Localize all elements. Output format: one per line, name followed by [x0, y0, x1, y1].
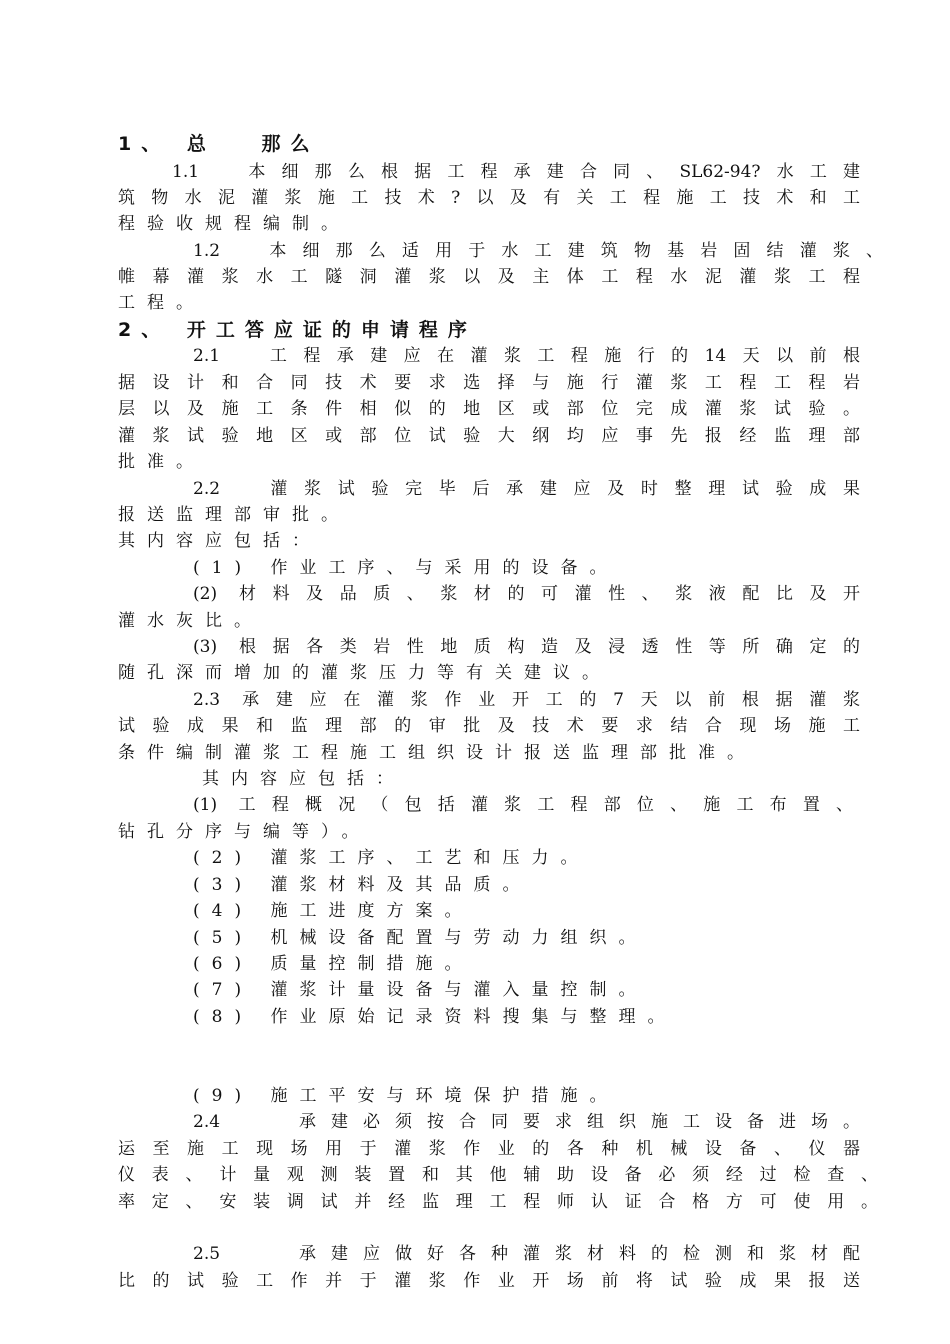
list-item: (2) 材料及品质、浆材的可灌性、浆液配比及开 [193, 584, 860, 604]
list-item: (9) 施工平安与环境保护措施。 [193, 1086, 619, 1106]
paragraph-line: 2.1 工程承建应在灌浆工程施行的14天以前根 [193, 346, 860, 366]
list-item: (3) 根据各类岩性地质构造及浸透性等所确定的 [193, 637, 860, 657]
paragraph-line: 批准。 [118, 452, 205, 472]
list-item: (2) 灌浆工序、工艺和压力。 [193, 848, 590, 868]
list-item: (5) 机械设备配置与劳动力组织。 [193, 928, 648, 948]
list-item: (6) 质量控制措施。 [193, 954, 474, 974]
paragraph-line: 筑物水泥灌浆施工技术?以及有关工程施工技术和工 [118, 188, 860, 208]
paragraph-line: 随孔深而增加的灌浆压力等有关建议。 [118, 663, 611, 683]
list-item: (8) 作业原始记录资料搜集与整理。 [193, 1007, 677, 1027]
paragraph-line: 报送监理部审批。 [118, 505, 350, 525]
paragraph-line: 程验收规程编制。 [118, 214, 350, 234]
paragraph-line: 2.4 承建必须按合同要求组织施工设备进场。 [193, 1112, 860, 1132]
list-item: (1) 作业工序、与采用的设备。 [193, 558, 619, 578]
paragraph-line: 1.2 本细那么适用于水工建筑物基岩固结灌浆、 [193, 241, 883, 261]
paragraph-line: 据设计和合同技术要求选择与施行灌浆工程工程岩 [118, 373, 860, 393]
paragraph-line: 灌浆试验地区或部位试验大纲均应事先报经监理部 [118, 426, 860, 446]
section-heading: 2、 开工答应证的申请程序 [118, 319, 477, 341]
paragraph-line: 其内容应包括： [118, 531, 321, 551]
paragraph-line: 灌水灰比。 [118, 611, 263, 631]
section-heading: 1、 总 那么 [118, 133, 320, 155]
list-item: (7) 灌浆计量设备与灌入量控制。 [193, 980, 648, 1000]
paragraph-line: 条件编制灌浆工程施工组织设计报送监理部批准。 [118, 743, 756, 763]
paragraph-line: 层以及施工条件相似的地区或部位完成灌浆试验。 [118, 399, 860, 419]
paragraph-line: 帷幕灌浆水工隧洞灌浆以及主体工程水泥灌浆工程 [118, 267, 860, 287]
paragraph-line: 1.1 本细那么根据工程承建合同、SL62-94?水工建 [172, 162, 860, 182]
paragraph-line: 其内容应包括： [202, 769, 405, 789]
paragraph-line: 比的试验工作并于灌浆作业开场前将试验成果报送 [118, 1271, 860, 1291]
paragraph-line: 运至施工现场用于灌浆作业的各种机械设备、仪器 [118, 1139, 860, 1159]
paragraph-line: 率定、安装调试并经监理工程师认证合格方可使用。 [118, 1192, 878, 1212]
paragraph-line: 仪表、计量观测装置和其他辅助设备必须经过检查、 [118, 1165, 878, 1185]
paragraph-line: 工程。 [118, 293, 205, 313]
paragraph-line: 2.3 承建应在灌浆作业开工的7天以前根据灌浆 [193, 690, 860, 710]
paragraph-line: 试验成果和监理部的审批及技术要求结合现场施工 [118, 716, 860, 736]
list-item: (3) 灌浆材料及其品质。 [193, 875, 532, 895]
paragraph-line: 2.5 承建应做好各种灌浆材料的检测和浆材配 [193, 1244, 860, 1264]
list-item: (4) 施工进度方案。 [193, 901, 474, 921]
paragraph-line: 钻孔分序与编等）。 [118, 822, 371, 842]
paragraph-line: 2.2 灌浆试验完毕后承建应及时整理试验成果 [193, 479, 860, 499]
list-item: (1) 工程概况（包括灌浆工程部位、施工布置、 [193, 795, 853, 815]
